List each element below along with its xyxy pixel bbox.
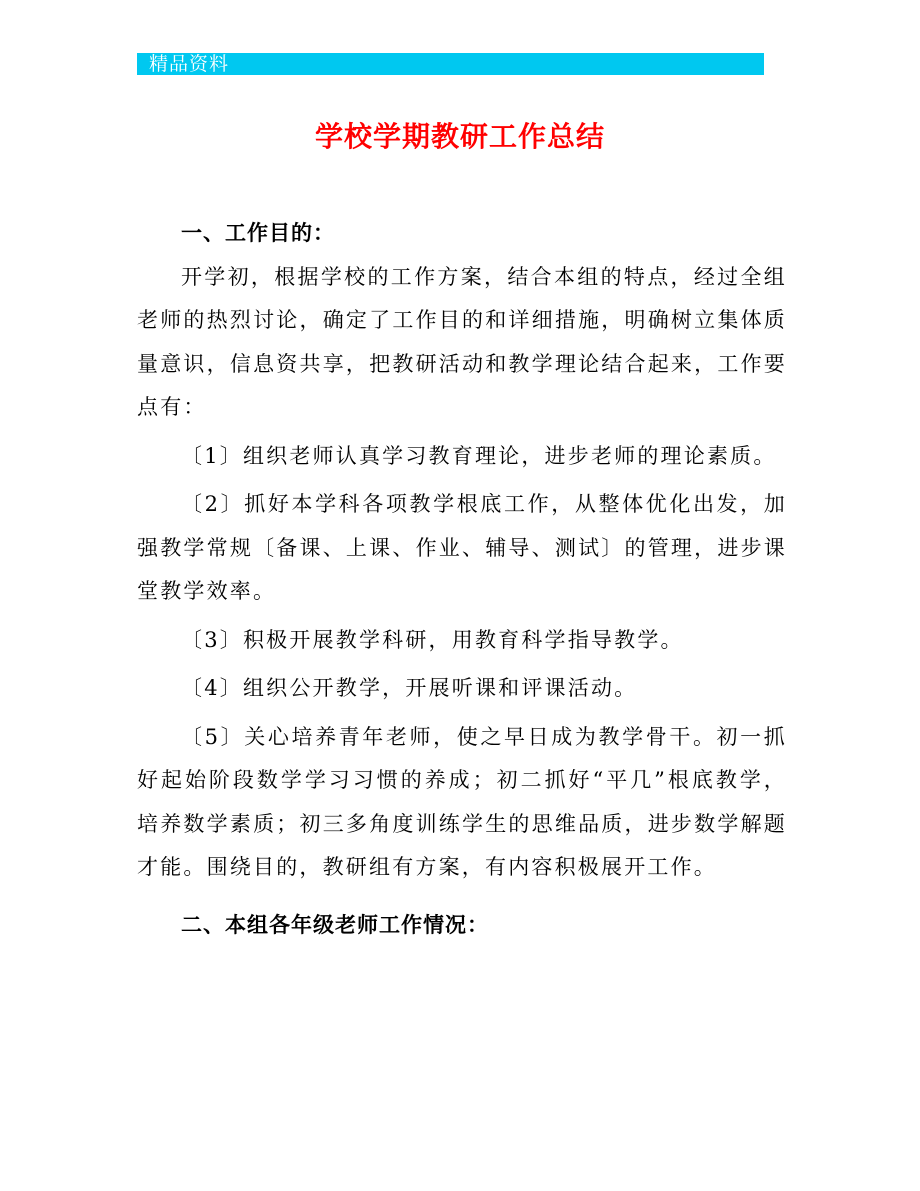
document-title: 学校学期教研工作总结 bbox=[314, 120, 605, 153]
section-heading-1: 一、工作目的： bbox=[181, 221, 335, 245]
header-banner bbox=[137, 53, 764, 75]
document-body bbox=[137, 212, 787, 947]
paragraph-intro: 开学初，根据学校的工作方案，结合本组的特点，经过全组老师的热烈讨论，确定了工作目的和详细措施，明确树立集体质量意识，信息资共享，把教研活动和教学理论结合起来，工作要点有： bbox=[137, 264, 787, 419]
section-heading-2: 二、本组各年级老师工作情况： bbox=[181, 912, 489, 937]
list-item-2: 〔2〕抓好本学科各项教学根底工作，从整体优化出发，加强教学常规〔备课、上课、作业、辅导、测试〕的管理，进步课堂教学效率。 bbox=[137, 492, 787, 603]
list-item-5: 〔5〕关心培养青年老师，使之早日成为教学骨干。初一抓好起始阶段数学学习习惯的养成；初二抓好“平几”根底教学，培养数学素质；初三多角度训练学生的思维品质，进步数学解题才能。围绕目的，教研组有方案，有内容积极展开工作。 bbox=[137, 724, 787, 879]
list-item-4: 〔4〕组织公开教学，开展听课和评课活动。 bbox=[181, 676, 638, 700]
list-item-3: 〔3〕积极开展教学科研，用教育科学指导教学。 bbox=[181, 627, 684, 652]
banner-label: 精品资料 bbox=[149, 53, 230, 75]
list-item-1: 〔1〕组织老师认真学习教育理论，进步老师的理论素质。 bbox=[181, 443, 777, 468]
